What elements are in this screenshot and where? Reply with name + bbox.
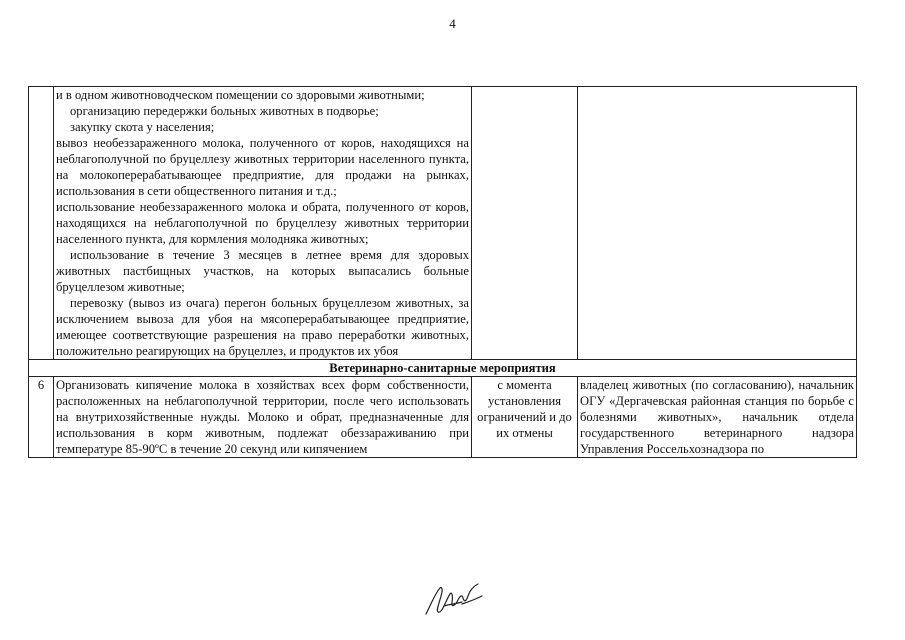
row-number: 6 bbox=[29, 377, 54, 458]
measure-paragraph: Организовать кипячение молока в хозяйствах всех форм собственности, расположенных на неблагополучной территории, после чего использовать на внутрихозяйственные нужды. Молоко и обрат, предназначенные для использования в корм животным, подлежат обеззараживанию при температуре 85-90ºС в течение 20 секунд или кипячением bbox=[56, 378, 469, 456]
term-cell: с момента установления ограничений и до их отмены bbox=[472, 377, 578, 458]
section-header: Ветеринарно-санитарные мероприятия bbox=[29, 360, 857, 377]
responsible-text: владелец животных (по согласованию), начальник ОГУ «Дергачевская районная станция по борьбе с болезнями животных», начальник отдела государственного ветеринарного надзора Управления Россельхознадзора по bbox=[580, 378, 854, 456]
measure-paragraph: закупку скота у населения; bbox=[70, 120, 215, 134]
measures-table bbox=[28, 86, 857, 458]
responsible-cell bbox=[578, 377, 857, 458]
measure-paragraph: использование необеззараженного молока и обрата, полученного от коров, находящихся на неблагополучной по бруцеллезу животных территории населенного пункта, для кормления молодняка животных; bbox=[56, 200, 469, 246]
page-number: 4 bbox=[449, 16, 456, 31]
measure-paragraph: перевозку (вывоз из очага) перегон больных бруцеллезом животных, за исключением вывоза для убоя на мясоперерабатывающее предприятие, имеющее соответствующие разрешения на право переработки животных, положительно реагирующих на бруцеллез, и продуктов их убоя bbox=[56, 296, 469, 358]
section-header-row bbox=[29, 360, 857, 377]
measure-text-cell bbox=[54, 87, 472, 360]
row-number-cell bbox=[29, 87, 54, 360]
table-row-continuation bbox=[29, 87, 857, 360]
term-cell bbox=[472, 87, 578, 360]
table-row-6 bbox=[29, 377, 857, 458]
responsible-cell bbox=[578, 87, 857, 360]
measure-paragraph: организацию передержки больных животных в подворье; bbox=[70, 104, 379, 118]
measure-paragraph: вывоз необеззараженного молока, полученного от коров, находящихся на неблагополучной по бруцеллезу животных территории населенного пункта, на молокоперерабатывающее предприятие, для продажи на рынках, использования в сети общественного питания и т.д.; bbox=[56, 136, 469, 198]
measure-text-cell bbox=[54, 377, 472, 458]
measure-paragraph: и в одном животноводческом помещении со здоровыми животными; bbox=[56, 88, 425, 102]
handwritten-signature bbox=[422, 580, 486, 620]
measure-paragraph: использование в течение 3 месяцев в летнее время для здоровых животных пастбищных участков, на которых выпасались больные бруцеллезом животные; bbox=[56, 248, 469, 294]
